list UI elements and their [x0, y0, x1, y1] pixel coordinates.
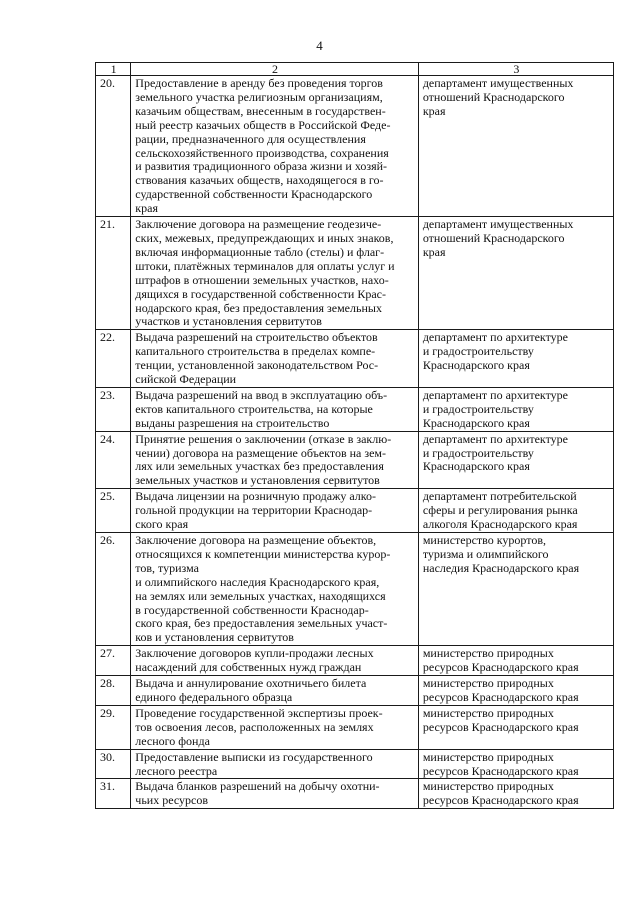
row-number: 20.: [96, 76, 131, 217]
row-number: 22.: [96, 330, 131, 388]
table-row: [96, 76, 614, 217]
service-name: Выдача разрешений на строительство объектов капитального строительства в пределах компе- тенции, установленной законодательством Рос- сийской Федерации: [131, 330, 419, 388]
service-name: Предоставление в аренду без проведения торгов земельного участка религиозным организациям, казачьим обществам, внесенным в государствен- ный реестр казачьих обществ в Российской Феде- рации, предназначенного для осуществления сельскохозяйственного производства, сохранения и развития традиционного образа жизни и хозяй- ствования казачьих обществ, находящегося в го- сударственной собственности Краснодарского края: [131, 76, 419, 217]
row-number: 21.: [96, 217, 131, 330]
service-name: Выдача разрешений на ввод в эксплуатацию объ- ектов капитального строительства, на которые выданы разрешения на строительство: [131, 387, 419, 431]
service-name: Выдача и аннулирование охотничьего билета единого федерального образца: [131, 676, 419, 706]
service-name: Предоставление выписки из государственного лесного реестра: [131, 749, 419, 779]
table-header-row: [96, 63, 614, 76]
row-number: 24.: [96, 431, 131, 489]
row-number: 29.: [96, 705, 131, 749]
responsible-department: департамент имущественных отношений Краснодарского края: [418, 76, 613, 217]
row-number: 25.: [96, 489, 131, 533]
row-number: 26.: [96, 533, 131, 646]
column-header-1: 1: [96, 63, 131, 76]
service-name: Проведение государственной экспертизы проек- тов освоения лесов, расположенных на землях лесного фонда: [131, 705, 419, 749]
table-row: [96, 217, 614, 330]
responsible-department: министерство природных ресурсов Краснодарского края: [418, 676, 613, 706]
row-number: 30.: [96, 749, 131, 779]
responsible-department: министерство природных ресурсов Краснодарского края: [418, 779, 613, 809]
responsible-department: департамент имущественных отношений Краснодарского края: [418, 217, 613, 330]
service-name: Заключение договоров купли-продажи лесных насаждений для собственных нужд граждан: [131, 646, 419, 676]
row-number: 28.: [96, 676, 131, 706]
column-header-2: 2: [131, 63, 419, 76]
service-name: Заключение договора на размещение геодезиче- ских, межевых, предупреждающих и иных знаков, включая информационные табло (стелы) и флаг- штоки, платёжных терминалов для оплаты услуг и штрафов в отношении земельных участков, нахо- дящихся в государственной собственности Крас- нодарского края, без предоставления земельных участков и установления сервитутов: [131, 217, 419, 330]
responsible-department: департамент по архитектуре и градостроительству Краснодарского края: [418, 431, 613, 489]
responsible-department: департамент по архитектуре и градостроительству Краснодарского края: [418, 330, 613, 388]
row-number: 31.: [96, 779, 131, 809]
service-name: Выдача лицензии на розничную продажу алко- гольной продукции на территории Краснодар- ского края: [131, 489, 419, 533]
responsible-department: министерство природных ресурсов Краснодарского края: [418, 705, 613, 749]
table-row: [96, 705, 614, 749]
responsible-department: департамент потребительской сферы и регулирования рынка алкоголя Краснодарского края: [418, 489, 613, 533]
table-row: [96, 431, 614, 489]
responsible-department: министерство природных ресурсов Краснодарского края: [418, 646, 613, 676]
table-row: [96, 330, 614, 388]
table-row: [96, 533, 614, 646]
responsible-department: министерство курортов, туризма и олимпийского наследия Краснодарского края: [418, 533, 613, 646]
service-name: Заключение договора на размещение объектов, относящихся к компетенции министерства курор- тов, туризма и олимпийского наследия Краснодарского края, на землях или земельных участках, находящихся в государственной собственности Краснодар- ского края, без предоставления земельных участ- ков и установления сервитутов: [131, 533, 419, 646]
table-row: [96, 646, 614, 676]
table-row: [96, 676, 614, 706]
services-table: [95, 62, 614, 809]
row-number: 27.: [96, 646, 131, 676]
table-row: [96, 779, 614, 809]
table-row: [96, 489, 614, 533]
responsible-department: департамент по архитектуре и градостроительству Краснодарского края: [418, 387, 613, 431]
responsible-department: министерство природных ресурсов Краснодарского края: [418, 749, 613, 779]
service-name: Принятие решения о заключении (отказе в заклю- чении) договора на размещение объектов на зем- лях или земельных участках без предоставления земельных участков и установления сервитутов: [131, 431, 419, 489]
row-number: 23.: [96, 387, 131, 431]
service-name: Выдача бланков разрешений на добычу охотни- чьих ресурсов: [131, 779, 419, 809]
page-number: 4: [316, 38, 323, 53]
table-row: [96, 387, 614, 431]
table-row: [96, 749, 614, 779]
column-header-3: 3: [418, 63, 613, 76]
